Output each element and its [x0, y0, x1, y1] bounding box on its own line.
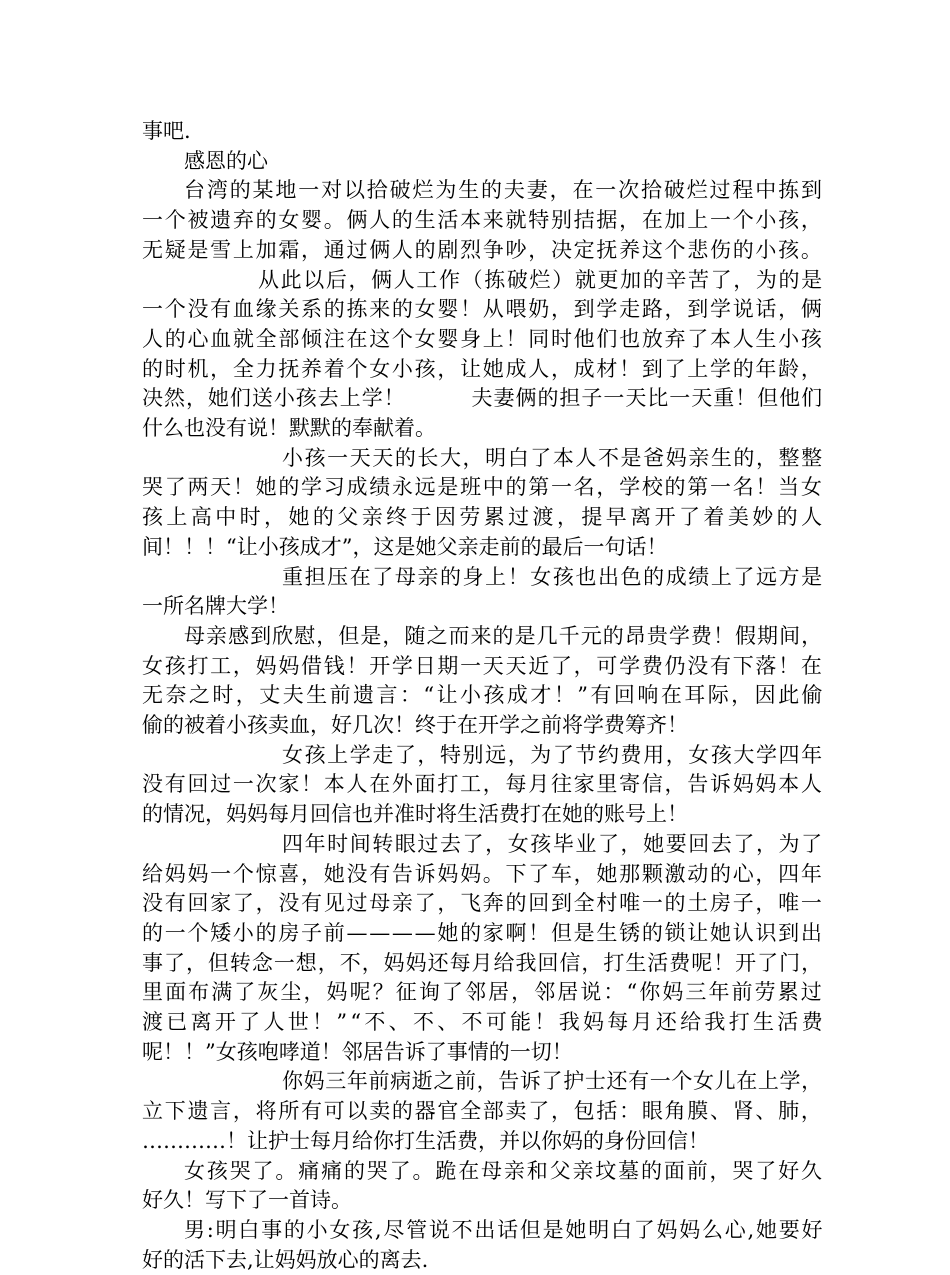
- text-line: 重担压在了母亲的身上！女孩也出色的成绩上了远方是: [282, 564, 824, 589]
- text-line: 人的心血就全部倾注在这个女婴身上！同时他们也放弃了本人生小孩: [142, 326, 824, 351]
- text-line: 决然，她们送小孩去上学！ 夫妻俩的担子一天比一天重！但他们: [142, 386, 824, 411]
- text-line: 哭了两天！她的学习成绩永远是班中的第一名，学校的第一名！当女: [142, 475, 824, 500]
- text-line: 的一个矮小的房子前————她的家啊！但是生锈的锁让她认识到出: [142, 920, 824, 945]
- text-line: 母亲感到欣慰，但是，随之而来的是几千元的昂贵学费！假期间，: [184, 623, 824, 648]
- text-line: 偷的被着小孩卖血，好几次！终于在开学之前将学费筹齐！: [142, 713, 688, 737]
- text-line: 好的活下去,让妈妈放心的离去.: [142, 1247, 429, 1272]
- text-line: 渡已离开了人世！”“不、不、不可能！我妈每月还给我打生活费: [142, 1010, 826, 1034]
- text-line: 无奈之时，丈夫生前遗言：“让小孩成才！”有回响在耳际，因此偷: [142, 683, 825, 708]
- text-line: 的时机，全力抚养着个女小孩，让她成人，成材！到了上学的年龄，: [142, 356, 824, 381]
- text-line: 立下遗言，将所有可以卖的器官全部卖了，包括：眼角膜、肾、肺，: [142, 1099, 824, 1124]
- text-line: 给妈妈一个惊喜，她没有告诉妈妈。下了车，她那颗激动的心，四年: [142, 861, 824, 886]
- text-line: 的情况，妈妈每月回信也并准时将生活费打在她的账号上！: [142, 802, 688, 827]
- text-line: 里面布满了灰尘，妈呢？征询了邻居，邻居说：“你妈三年前劳累过: [142, 980, 824, 1005]
- text-line: 好久！写下了一首诗。: [142, 1188, 352, 1213]
- text-line: 四年时间转眼过去了，女孩毕业了，她要回去了，为了: [282, 831, 824, 856]
- text-line: 孩上高中时，她的父亲终于因劳累过渡，提早离开了着美妙的人: [142, 505, 826, 530]
- text-line: 一所名牌大学！: [142, 594, 289, 619]
- text-line: 什么也没有说！默默的奉献着。: [142, 416, 436, 440]
- text-line: …………！让护士每月给你打生活费，并以你妈的身份回信！: [142, 1128, 709, 1153]
- text-line: 没有回过一次家！本人在外面打工，每月往家里寄信，告诉妈妈本人: [142, 772, 824, 797]
- text-line: 事吧.: [142, 119, 191, 143]
- text-line: 男:明白事的小女孩,尽管说不出话但是她明白了妈妈么心,她要好: [184, 1217, 825, 1242]
- text-line: 女孩打工，妈妈借钱！开学日期一天天近了，可学费仍没有下落！在: [142, 653, 824, 678]
- text-line: 事了，但转念一想，不，妈妈还每月给我回信，打生活费呢！开了门，: [142, 950, 824, 975]
- text-line: 呢！！”女孩咆哮道！邻居告诉了事情的一切！: [142, 1039, 573, 1064]
- text-line: 无疑是雪上加霜，通过俩人的剧烈争吵，决定抚养这个悲伤的小孩。: [142, 237, 824, 262]
- text-line: 你妈三年前病逝之前，告诉了护士还有一个女儿在上学，: [282, 1069, 823, 1094]
- text-line: 间！！！“让小孩成才”，这是她父亲走前的最后一句话！: [142, 534, 668, 559]
- text-line: 女孩上学走了，特别远，为了节约费用，女孩大学四年: [282, 742, 824, 767]
- text-line: 感恩的心: [184, 148, 268, 173]
- text-line: 台湾的某地一对以拾破烂为生的夫妻，在一次拾破烂过程中拣到: [184, 178, 824, 203]
- text-line: 一个被遗弃的女婴。俩人的生活本来就特别拮据，在加上一个小孩，: [142, 208, 824, 233]
- text-line: 小孩一天天的长大，明白了本人不是爸妈亲生的，整整: [282, 445, 824, 470]
- text-line: 女孩哭了。痛痛的哭了。跪在母亲和父亲坟墓的面前，哭了好久: [184, 1158, 824, 1183]
- text-line: 没有回家了，没有见过母亲了，飞奔的回到全村唯一的土房子，唯一: [142, 891, 824, 916]
- text-line: 从此以后，俩人工作（拣破烂）就更加的辛苦了，为的是: [258, 267, 824, 292]
- text-line: 一个没有血缘关系的拣来的女婴！从喂奶，到学走路，到学说话，俩: [142, 297, 824, 322]
